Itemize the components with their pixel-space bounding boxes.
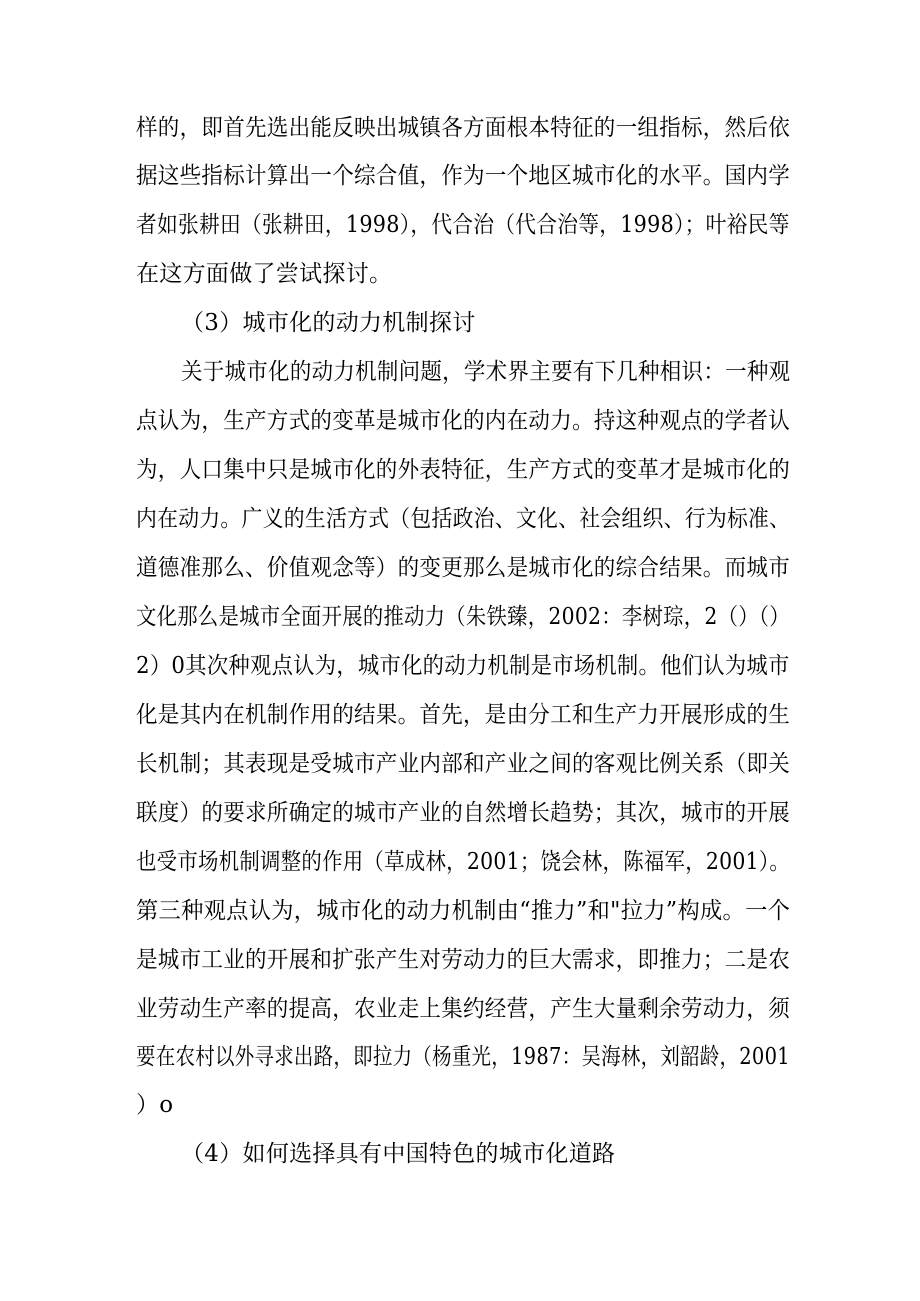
text-line-17: 第三种观点认为，城市化的动力机制由“推力”和"拉力”构成。一个 [136,898,791,924]
text-line-9: 内在动力。广义的生活方式（包括政治、文化、社会组织、行为标准、 [136,506,791,532]
text-line-2: 据这些指标计算出一个综合值，作为一个地区城市化的水平。国内学 [136,163,790,189]
text-line-10: 道德准那么、价值观念等）的变更那么是城市化的综合结果。而城市 [136,555,790,581]
text-line-14: 长机制；其表现是受城市产业内部和产业之间的客观比例关系（即关 [136,751,790,777]
text-line-8: 为，人口集中只是城市化的外表特征，生产方式的变革才是城市化的 [136,457,790,483]
text-line-4: 在这方面做了尝试探讨。 [136,261,393,287]
text-line-3: 者如张耕田（张耕田，1998），代合治（代合治等，1998）；叶裕民等 [136,212,790,238]
text-line-7: 点认为，生产方式的变革是城市化的内在动力。持这种观点的学者认 [136,408,790,434]
text-line-11: 文化那么是城市全面开展的推动力（朱铁臻，2002：李树琮，2（）（） [136,604,790,630]
text-line-21: ）o [136,1092,174,1118]
text-line-1: 样的，即首先选出能反映出城镇各方面根本特征的一组指标，然后依 [136,115,790,141]
text-line-16: 也受市场机制调整的作用（草成林，2001；饶会林，陈福军，2001）。 [136,849,791,875]
text-line-13: 化是其内在机制作用的结果。首先，是由分工和生产力开展形成的生 [136,702,790,728]
text-line-6: 关于城市化的动力机制问题，学术界主要有下几种相识：一种观 [181,359,791,385]
text-line-15: 联度）的要求所确定的城市产业的自然增长趋势；其次，城市的开展 [136,800,790,826]
section-heading-3: （3）城市化的动力机制探讨 [181,310,476,336]
text-line-12: 2）0其次种观点认为，城市化的动力机制是市场机制。他们认为城市 [136,653,790,679]
section-heading-4: （4）如何选择具有中国特色的城市化道路 [181,1141,616,1167]
text-line-19: 业劳动生产率的提高，农业走上集约经营，产生大量剩余劳动力，须 [136,996,790,1022]
text-line-20: 要在农村以外寻求出路，即拉力（杨重光，1987：吴海林，刘韶龄，2001 [136,1044,790,1070]
text-line-18: 是城市工业的开展和扩张产生对劳动力的巨大需求，即推力；二是农 [136,947,790,973]
